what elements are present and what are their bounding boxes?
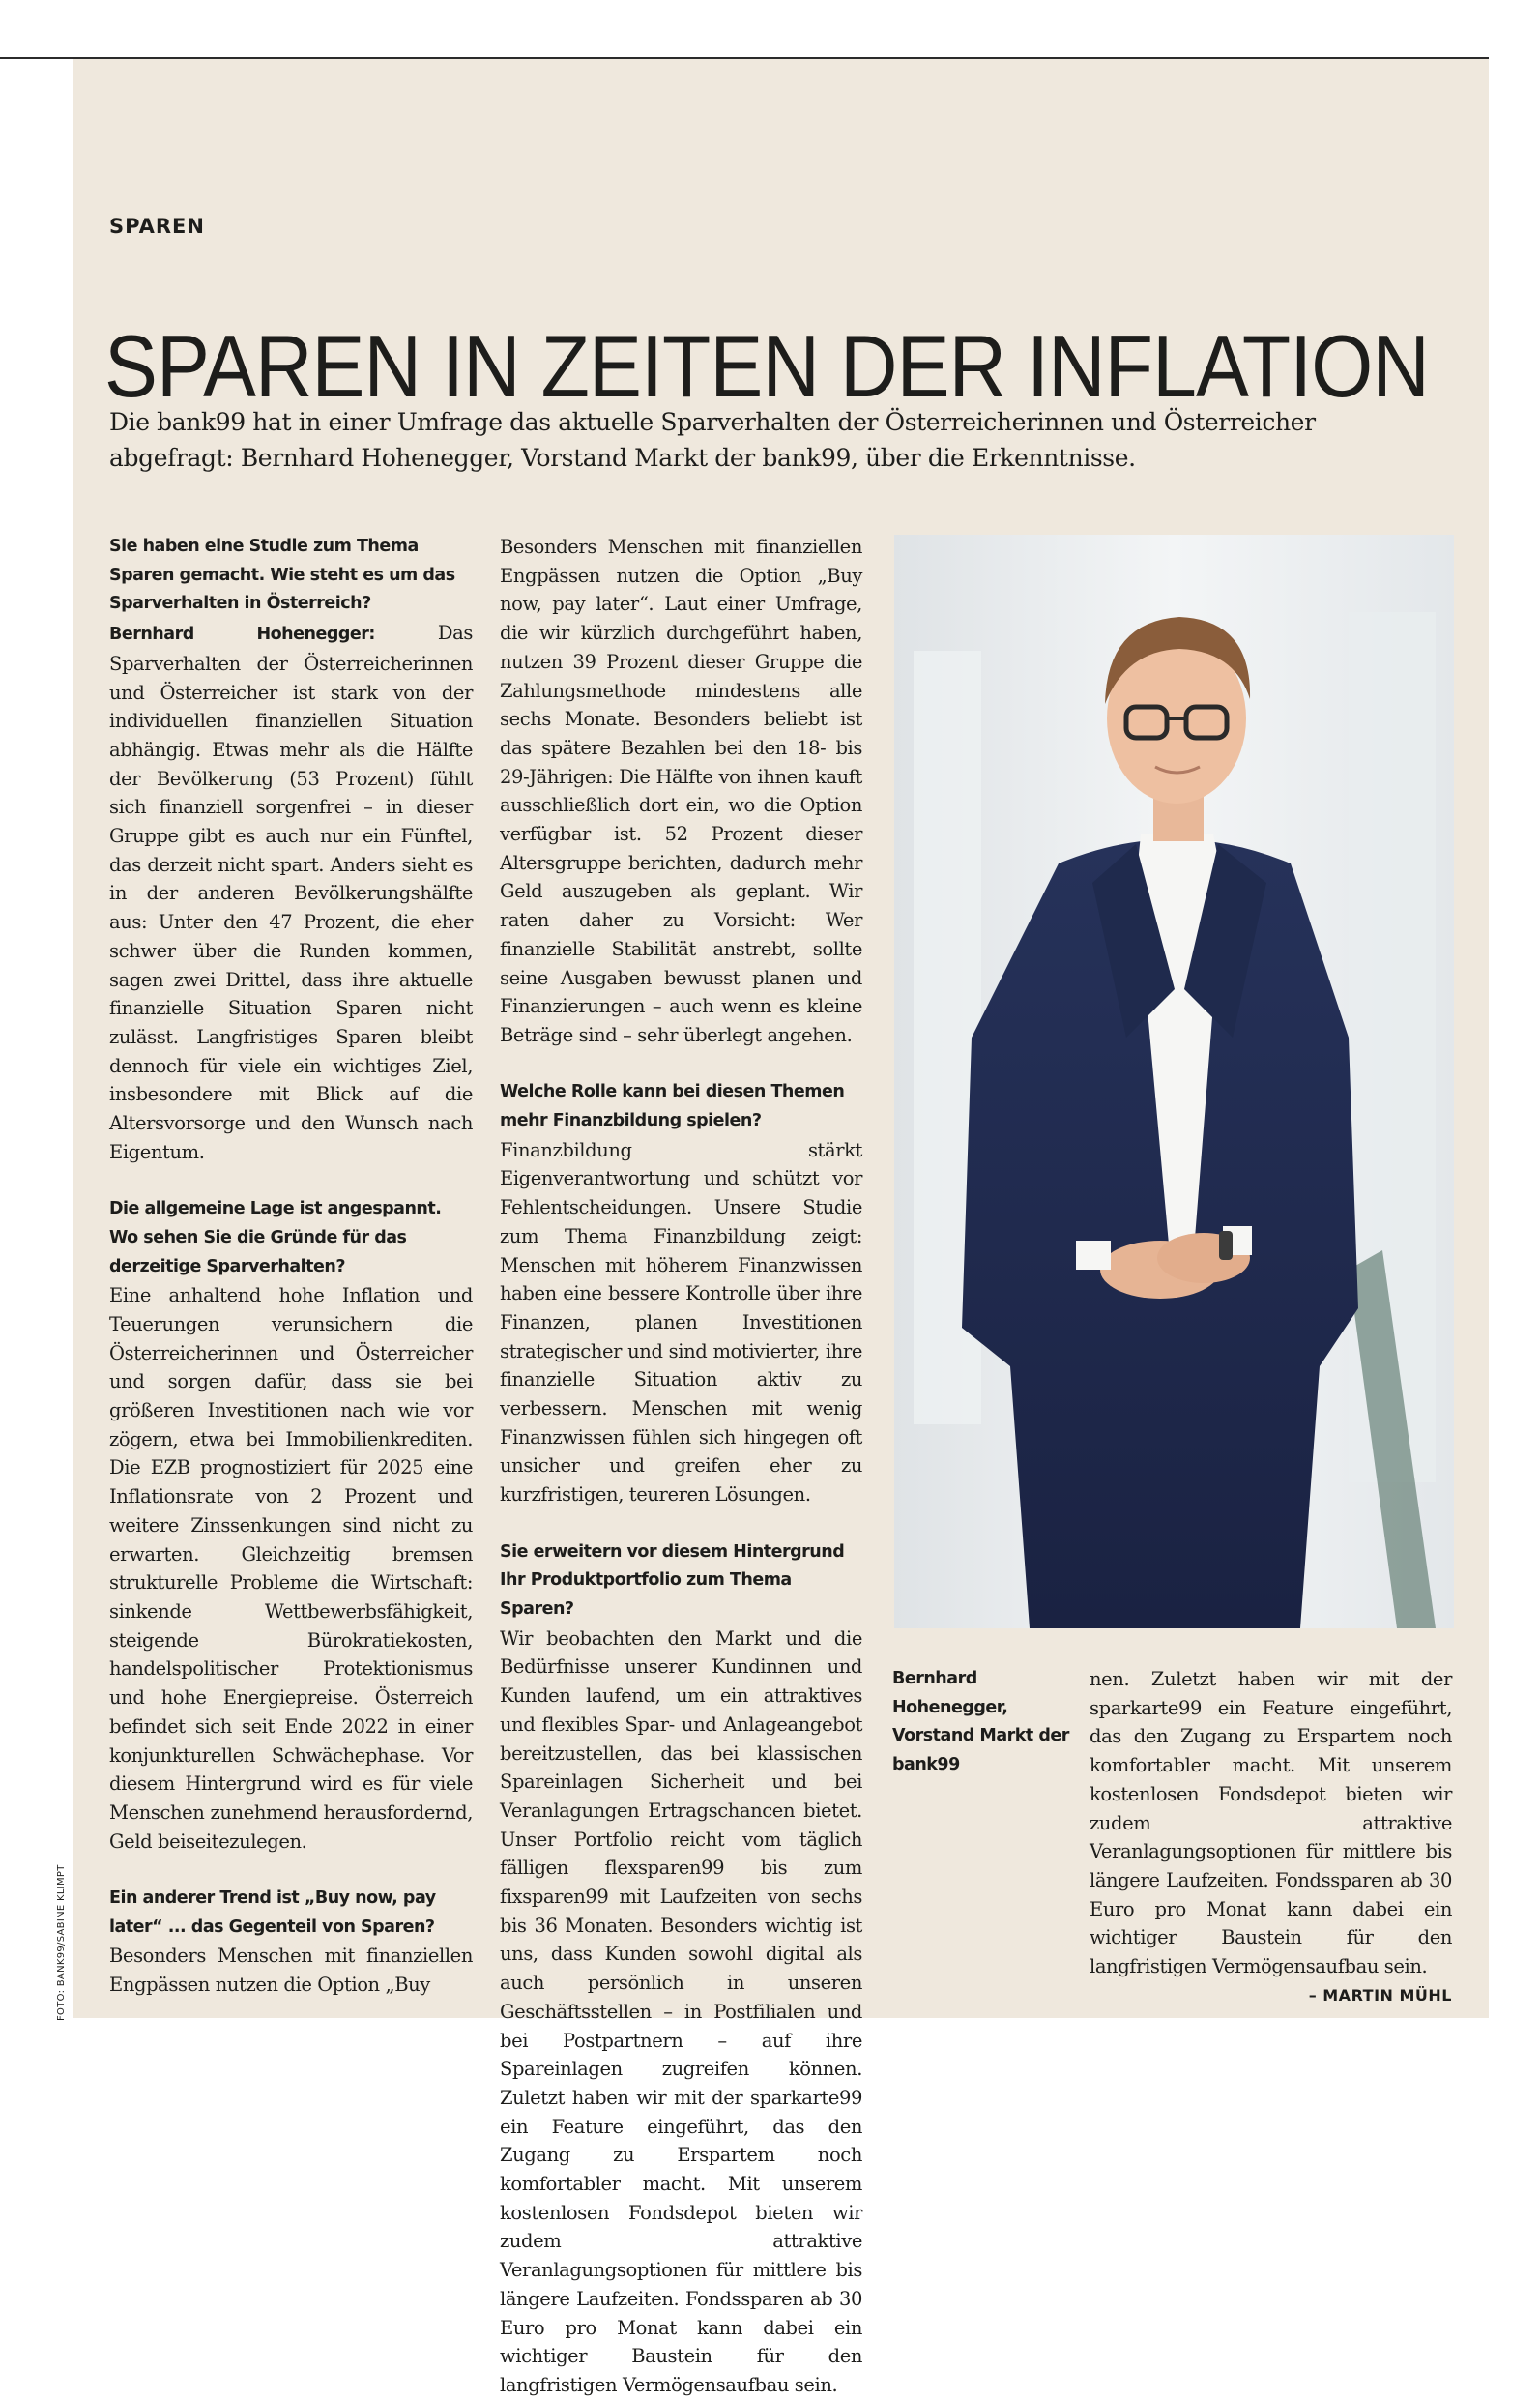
question-5: Sie erweitern vor diesem Hintergrund Ihr Produktportfolio zum Thema Sparen? bbox=[500, 1541, 845, 1619]
photo-credit: FOTO: BANK99/SABINE KLIMPT bbox=[56, 1864, 67, 2021]
question-2: Die allgemeine Lage ist angespannt. Wo sehen Sie die Gründe für das derzeitige Sparverhalten? bbox=[109, 1199, 442, 1276]
section-kicker: SPAREN bbox=[109, 215, 205, 238]
text-column-2 bbox=[500, 533, 862, 2396]
author-byline: – MARTIN MÜHL bbox=[1308, 1985, 1452, 2005]
question-1: Sie haben eine Studie zum Thema Sparen gemacht. Wie steht es um das Sparverhalten in Österreich? bbox=[109, 537, 455, 614]
photo-caption: Bernhard Hohenegger, Vorstand Markt der bank99 bbox=[892, 1669, 1069, 1775]
answer-1-text: Das Sparverhalten der Österreicherinnen und Österreicher ist stark von der individuellen finanziellen Situation abhängig. Etwas mehr als die Hälfte der Bevölkerung (53 Prozent) fühlt sich finanziell sorgenfrei – in dieser Gruppe gibt es auch nur ein Fünftel, das derzeit nicht spart. Anders sieht es in der anderen Bevölkerungshälfte aus: Unter den 47 Prozent, die eher schwer über die Runden kommen, sagen zwei Drittel, dass ihre aktuelle finanzielle Situation Sparen nicht zulässt. Langfristiges Sparen bleibt dennoch für viele ein wichtiges Ziel, insbesondere mit Blick auf die Altersvorsorge und den Wunsch nach Eigentum. bbox=[109, 622, 473, 1163]
answer-5-continued: nen. Zuletzt haben wir mit der sparkarte99 ein Feature eingeführt, das den Zugang zu Erspartem noch komfortabler macht. Mit unserem kostenlosen Fondsdepot bieten wir zudem attraktive Veranlagungsoptionen für mittlere bis längere Laufzeiten. Fondssparen ab 30 Euro pro Monat kann dabei ein wichtiger Baustein für den langfristigen Vermögensaufbau sein. – MARTIN MÜHL bbox=[1090, 1665, 1452, 1981]
answer-4: Finanzbildung stärkt Eigenverantwortung und schützt vor Fehlentscheidungen. Unsere Studie zum Thema Finanzbildung zeigt: Menschen mit höherem Finanzwissen haben eine bessere Kontrolle über ihre Finanzen, planen Investitionen strategischer und sind motivierter, ihre finanzielle Situation aktiv zu verbessern. Menschen mit wenig Finanzwissen fühlen sich hingegen oft unsicher und greifen eher zu kurzfristigen, teureren Lösungen. bbox=[500, 1138, 862, 1507]
article-headline: SPAREN IN ZEITEN DER INFLATION bbox=[104, 317, 1430, 416]
question-3: Ein anderer Trend ist „Buy now, pay later“ ... das Gegenteil von Sparen? bbox=[109, 1888, 436, 1937]
text-column-3 bbox=[1090, 1665, 1452, 2013]
answer-2: Eine anhaltend hohe Inflation und Teuerungen verunsichern die Österreicherinnen und Österreicher und sorgen dafür, dass sie bei größeren Investitionen nach wie vor zögern, etwa bei Immobilienkrediten. Die EZB prognostiziert für 2025 eine Inflationsrate von 2 Prozent und weitere Zinssenkungen sind nicht zu erwarten. Gleichzeitig bremsen strukturelle Probleme die Wirtschaft: sinkende Wettbewerbsfähigkeit, steigende Bürokratiekosten, handelspolitischer Protektionismus und hohe Energiepreise. Österreich befindet sich seit Ende 2022 in einer konjunkturellen Schwächephase. Vor diesem Hintergrund wird es für viele Menschen zunehmend herausfordernd, Geld beiseitezulegen. bbox=[109, 1284, 473, 1853]
question-4: Welche Rolle kann bei diesen Themen mehr Finanzbildung spielen? bbox=[500, 1082, 845, 1131]
portrait-illustration bbox=[894, 535, 1454, 1628]
portrait-photo bbox=[894, 535, 1454, 1628]
answer-5: Wir beobachten den Markt und die Bedürfnisse unserer Kundinnen und Kunden laufend, um ein attraktives und flexibles Spar- und Anlageangebot bereitzustellen, das bei klassischen Spareinlagen Sicherheit und bei Veranlagungen Ertragschancen bietet. Unser Portfolio reicht vom täglich fälligen flexsparen99 bis zum fixsparen99 mit Laufzeiten von sechs bis 36 Monaten. Besonders wichtig ist uns, dass Kunden sowohl digital als auch persönlich in unseren Geschäftsstellen – in Postfilialen und bei Postpartnern – auf ihre Spareinlagen zugreifen können. Zuletzt haben wir mit der sparkarte99 ein Feature eingeführt, das den Zugang zu Erspartem noch komfortabler macht. Mit unserem kostenlosen Fondsdepot bieten wir zudem attraktive Veranlagungsoptionen für mittlere bis längere Laufzeiten. Fondssparen ab 30 Euro pro Monat kann dabei ein wichtiger Baustein für den langfristigen Vermögensaufbau sein. bbox=[500, 1626, 862, 2396]
answer-3-part-1: Besonders Menschen mit finanziellen Engpässen nutzen die Option „Buy bbox=[109, 1945, 473, 1997]
article-intro: Die bank99 hat in einer Umfrage das aktuelle Sparverhalten der Österreicherinnen und Österreicher abgefragt: Bernhard Hohenegger, Vorstand Markt der bank99, über die Erkenntnisse. bbox=[109, 408, 1316, 472]
answer-1 bbox=[109, 619, 473, 1166]
answer-speaker: Bernhard Hohenegger: bbox=[109, 625, 375, 645]
text-column-1 bbox=[109, 533, 473, 1997]
answer-3: Besonders Menschen mit finanziellen Engpässen nutzen die Option „Buy now, pay later“. Laut einer Umfrage, die wir kürzlich durchgeführt haben, nutzen 39 Prozent dieser Gruppe die Zahlungsmethode mindestens alle sechs Monate. Besonders beliebt ist das spätere Bezahlen bei den 18- bis 29-Jährigen: Die Hälfte von ihnen kauft ausschließlich dort ein, wo die Option verfügbar ist. 52 Prozent dieser Altersgruppe berichten, dadurch mehr Geld auszugeben als geplant. Wir raten daher zu Vorsicht: Wer finanzielle Stabilität anstrebt, sollte seine Ausgaben bewusst planen und Finanzierungen – auch wenn es kleine Beträge sind – sehr überlegt angehen. bbox=[500, 536, 862, 1046]
